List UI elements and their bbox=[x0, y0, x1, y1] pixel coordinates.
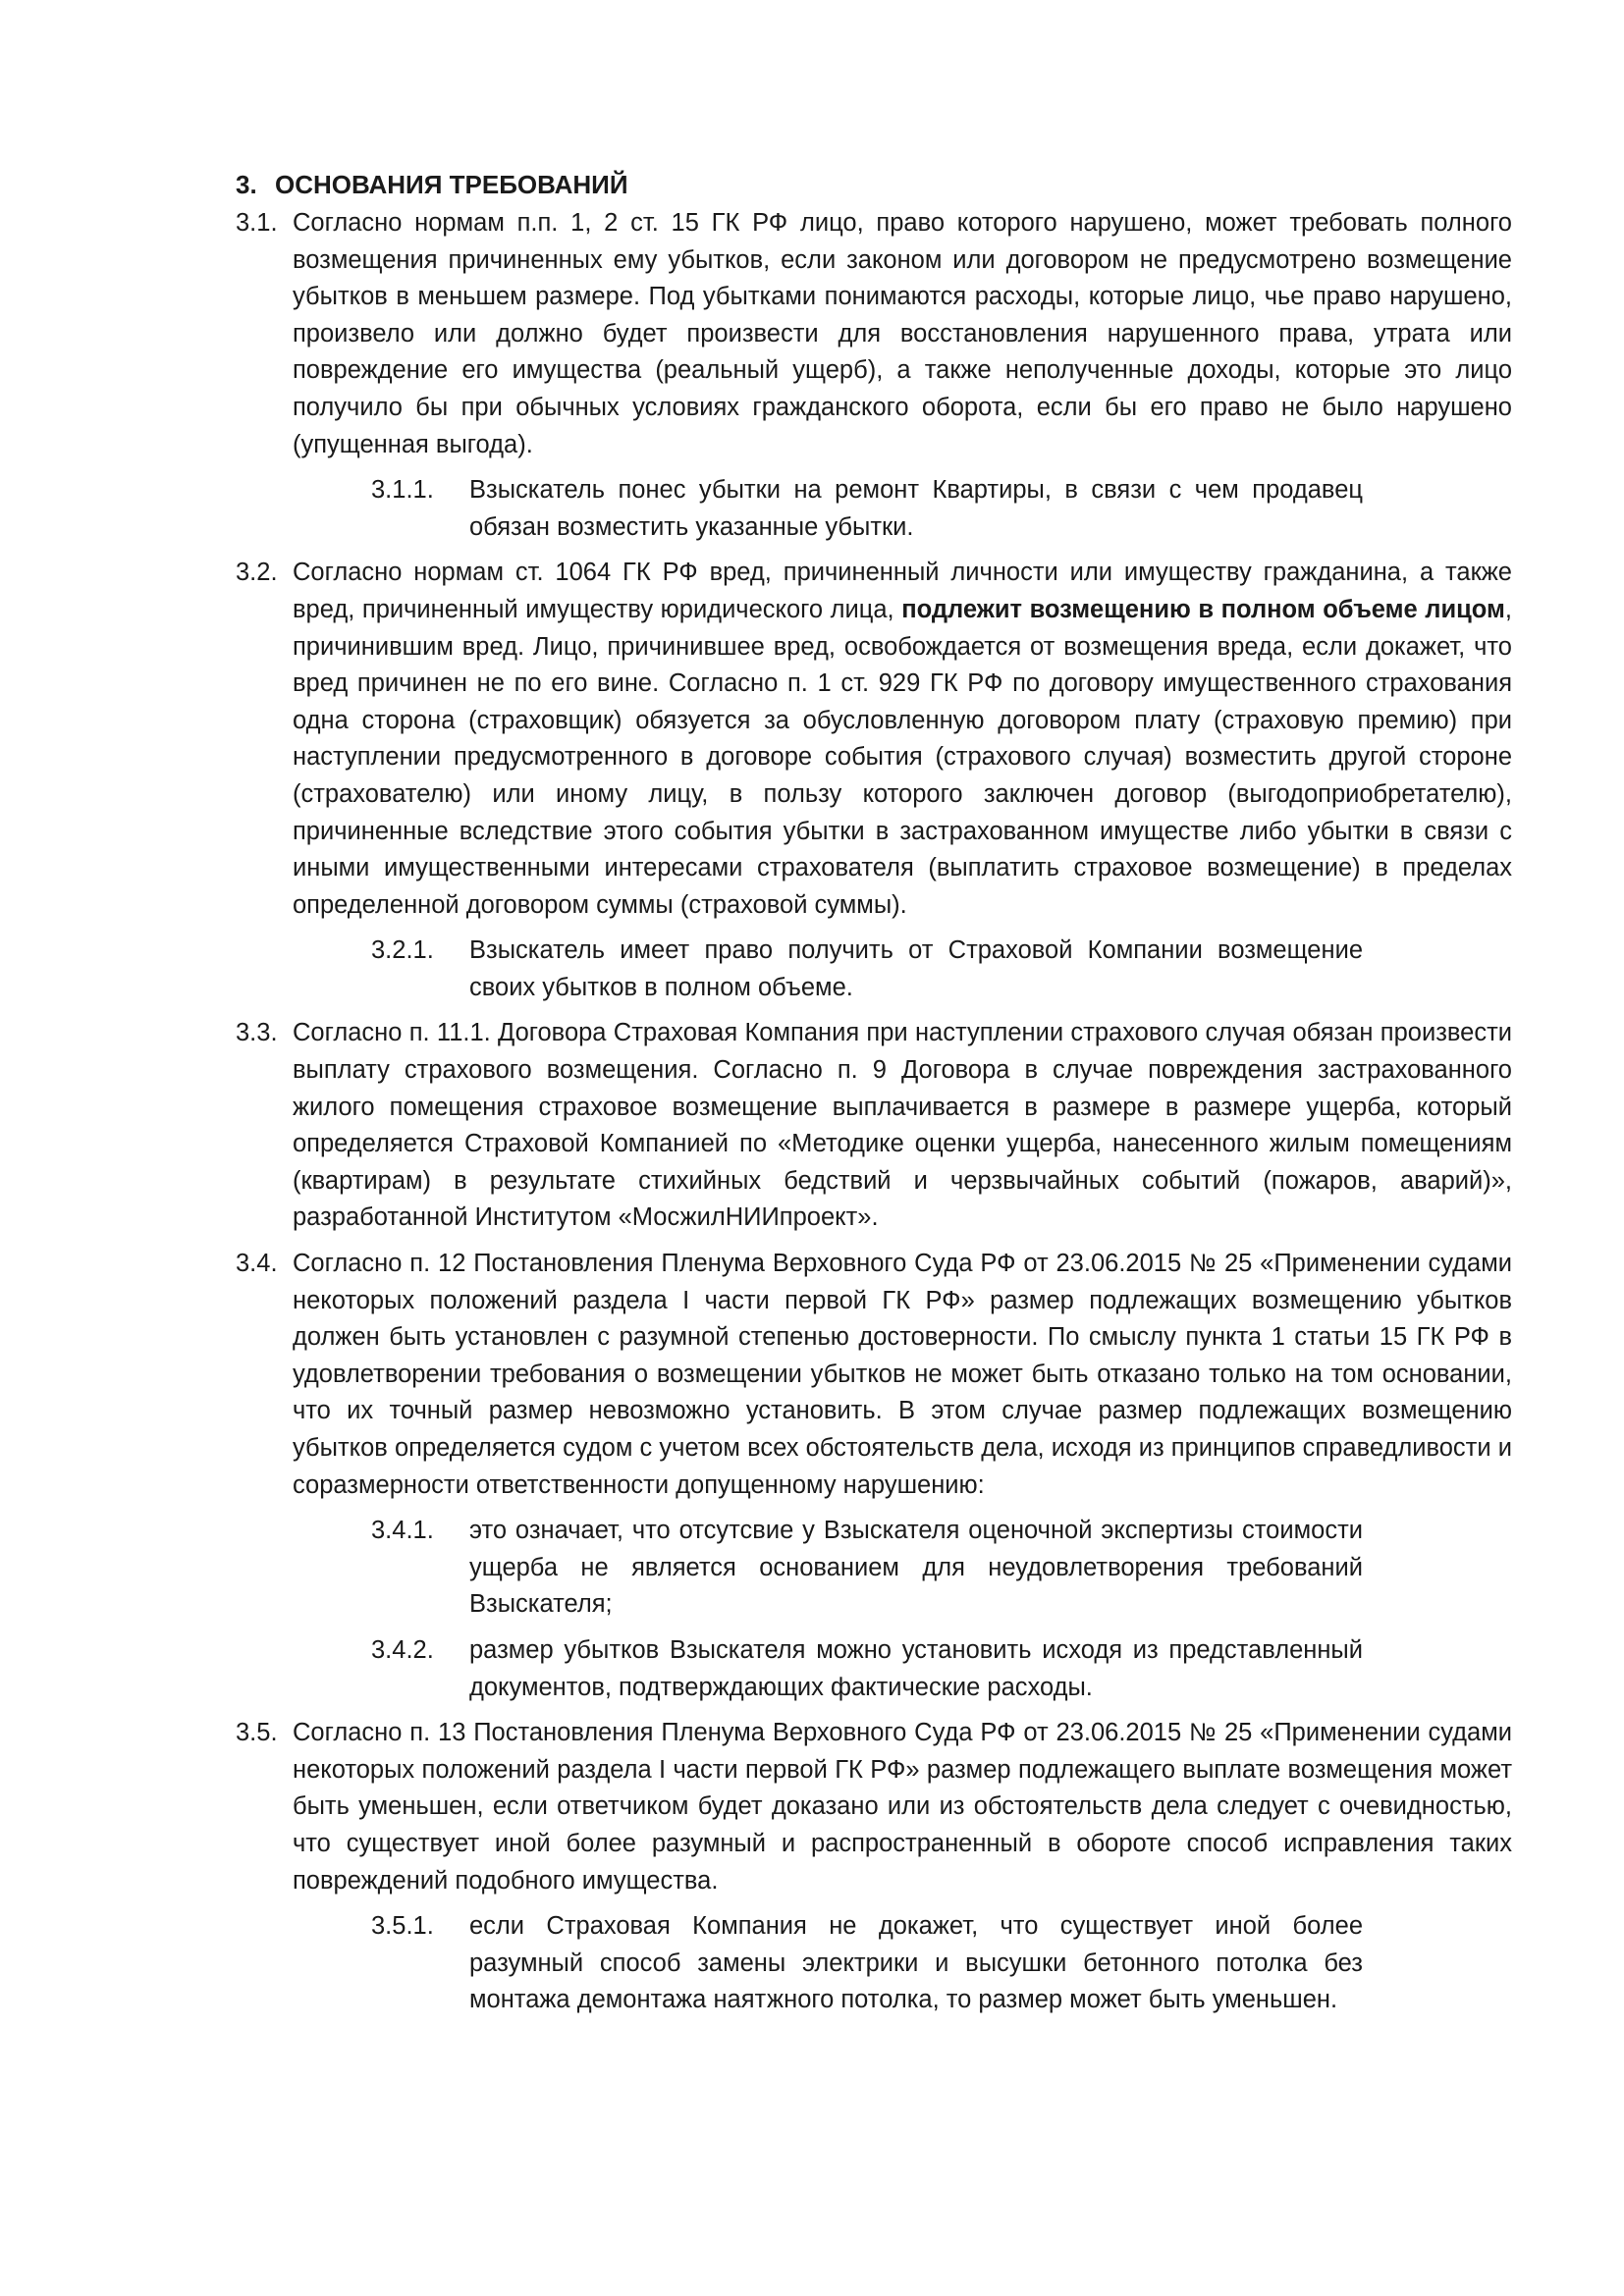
subclause-text: если Страховая Компания не докажет, что существует иной более разумный способ замены электрики и высушки бетонного потолка без монтажа демонтажа наятжного потолка, то размер может быть уменьшен. bbox=[469, 1912, 1363, 2014]
clause-text: Согласно нормам п.п. 1, 2 ст. 15 ГК РФ лицо, право которого нарушено, может требовать полного возмещения причиненных ему убытков, если законом или договором не предусмотрено возмещение убытков в меньшем размере. Под убытками понимаются расходы, которые лицо, чье право нарушено, произвело или должно будет произвести для восстановления нарушенного права, утрата или повреждение его имущества (реальный ущерб), а также неполученные доходы, которые это лицо получило бы при обычных условиях гражданского оборота, если бы его право не было нарушено (упущенная выгода). bbox=[293, 209, 1512, 458]
clause-3-3 bbox=[236, 1015, 1512, 1237]
subclause-number: 3.2.1. bbox=[371, 936, 434, 965]
clause-text: Согласно п. 13 Постановления Пленума Верховного Суда РФ от 23.06.2015 № 25 «Применении судами некоторых положений раздела I части первой ГК РФ» размер подлежащего выплате возмещения может быть уменьшен, если ответчиком будет доказано или из обстоятельств дела следует с очевидностью, что существует иной более разумный и распространенный в обороте способ исправления таких повреждений подобного имущества. bbox=[293, 1719, 1512, 1895]
subclause-text: размер убытков Взыскателя можно установить исходя из представленный документов, подтверждающих фактические расходы. bbox=[469, 1635, 1363, 1701]
clause-text bbox=[293, 555, 1512, 924]
subclause-text: это означает, что отсутсвие у Взыскателя оценочной экспертизы стоимости ущерба не является основанием для неудовлетворения требований Взыскателя; bbox=[469, 1517, 1363, 1619]
clause-number: 3.5. bbox=[236, 1719, 278, 1747]
subclause-text: Взыскатель понес убытки на ремонт Квартиры, в связи с чем продавец обязан возместить указанные убытки. bbox=[469, 476, 1363, 541]
clause-text-part: Согласно нормам ст. 1064 ГК РФ вред, причиненный личности или имуществу гражданина, а также вред, причиненный имуществу юридического лица, bbox=[293, 559, 1512, 623]
clause-text-part: , причинившим вред. Лицо, причинившее вред, освобождается от возмещения вреда, если докажет, что вред причинен не по его вине. Согласно п. 1 ст. 929 ГК РФ по договору имущественного страхования одна сторона (страховщик) обязуется за обусловленную договором плату (страховую премию) при наступлении предусмотренного в договоре события (страхового случая) возместить другой стороне (страхователю) или иному лицу, в пользу которого заключен договор (выгодоприобретателю), причиненные вследствие этого события убытки в застрахованном имуществе либо убытки в связи с иными имущественными интересами страхователя (выплатить страховое возмещение) в пределах определенной договором суммы (страховой суммы). bbox=[293, 595, 1513, 919]
subclause-number: 3.1.1. bbox=[371, 476, 434, 505]
subclause-3-1-1 bbox=[371, 472, 1363, 546]
subclause-number: 3.5.1. bbox=[371, 1912, 434, 1941]
clause-text: Согласно п. 11.1. Договора Страховая Компания при наступлении страхового случая обязан произвести выплату страхового возмещения. Согласно п. 9 Договора в случае повреждения застрахованного жилого помещения страховое возмещение выплачивается в размере в размере ущерба, который определяется Страховой Компанией по «Методике оценки ущерба, нанесенного жилым помещениям (квартирам) в результате стихийных бедствий и черзвычайных событий (пожаров, аварий)», разработанной Институтом «МосжилНИИпроект». bbox=[293, 1019, 1512, 1232]
section-title: ОСНОВАНИЯ ТРЕБОВАНИЙ bbox=[275, 170, 628, 199]
subclause-3-4-1 bbox=[371, 1513, 1363, 1624]
subclause-number: 3.4.1. bbox=[371, 1517, 434, 1545]
section-heading bbox=[236, 165, 1512, 204]
clause-text-emphasis: подлежит возмещению в полном объеме лицом bbox=[901, 595, 1505, 623]
clause-3-2 bbox=[236, 555, 1512, 924]
clause-3-4 bbox=[236, 1246, 1512, 1504]
subclause-3-5-1 bbox=[371, 1908, 1363, 2019]
subclause-3-4-2 bbox=[371, 1632, 1363, 1706]
subclause-text: Взыскатель имеет право получить от Страховой Компании возмещение своих убытков в полном объеме. bbox=[469, 936, 1363, 1001]
clause-3-1 bbox=[236, 205, 1512, 463]
clause-text: Согласно п. 12 Постановления Пленума Верховного Суда РФ от 23.06.2015 № 25 «Применении судами некоторых положений раздела I части первой ГК РФ» размер подлежащих возмещению убытков должен быть установлен с разумной степенью достоверности. По смыслу пункта 1 статьи 15 ГК РФ в удовлетворении требования о возмещении убытков не может быть отказано только на том основании, что их точный размер невозможно установить. В этом случае размер подлежащих возмещению убытков определяется судом с учетом всех обстоятельств дела, исходя из принципов справедливости и соразмерности ответственности допущенному нарушению: bbox=[293, 1250, 1512, 1499]
clause-3-5 bbox=[236, 1715, 1512, 1899]
subclause-number: 3.4.2. bbox=[371, 1635, 434, 1664]
subclause-3-2-1 bbox=[371, 933, 1363, 1006]
clause-number: 3.2. bbox=[236, 559, 278, 587]
document-page bbox=[236, 165, 1512, 2028]
clause-number: 3.4. bbox=[236, 1250, 278, 1278]
clause-number: 3.1. bbox=[236, 209, 278, 237]
clause-number: 3.3. bbox=[236, 1019, 278, 1047]
section-number: 3. bbox=[236, 170, 257, 199]
